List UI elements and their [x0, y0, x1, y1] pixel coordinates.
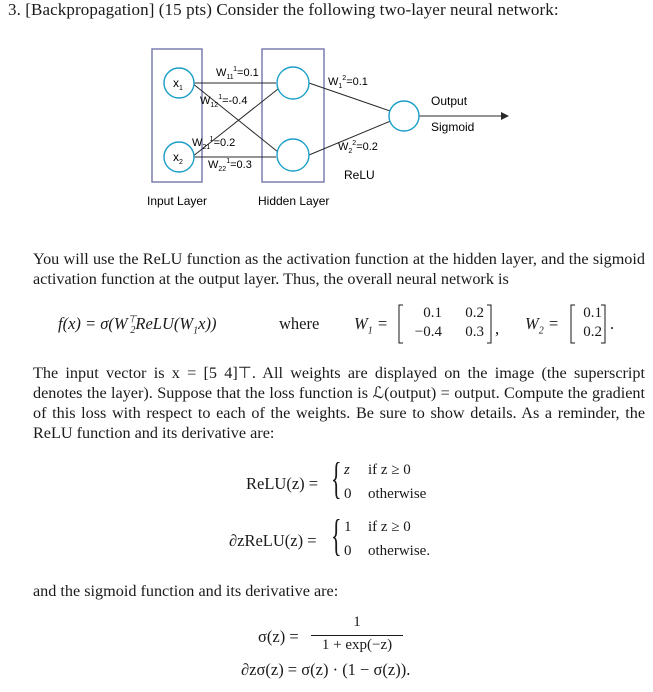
x2-label: $x_2$	[173, 150, 183, 166]
hidden-node-1	[277, 67, 309, 99]
w1-matrix	[398, 303, 492, 350]
relu-deriv-case1-cond: if z ≥ 0	[368, 519, 411, 535]
sigmoid-denominator: 1 + exp(−z)	[321, 637, 393, 653]
w22-label: $W_{22}^1=0.3$	[208, 158, 252, 173]
relu-label: ReLU	[344, 168, 375, 182]
sigmoid-numerator: 1	[353, 614, 361, 630]
w1-cell-01: 0.2	[465, 305, 484, 321]
w2-2-label: $W_2^2=0.2$	[338, 140, 378, 155]
sigmoid-lhs: σ(z) =	[258, 627, 299, 646]
relu-deriv-brace: {	[331, 511, 342, 560]
paragraph-input: The input vector is x = [5 4]⊤. All weights are displayed on the image (the superscript denotes the layer). Suppose that the loss function is ℒ(output) = output. Compute the gradient of this loss with respect to each of the weights. Be sure to show details. As a reminder, the ReLU function and its derivative are:	[33, 364, 645, 442]
sigmoid-derivative: ∂zσ(z) = σ(z) · (1 − σ(z)).	[241, 660, 411, 679]
w1-cell-11: 0.3	[465, 324, 484, 340]
relu-case1-cond: if z ≥ 0	[368, 462, 411, 478]
sigmoid-label: Sigmoid	[431, 120, 475, 134]
hidden-layer-label: Hidden Layer	[258, 194, 330, 208]
relu-case2-cond: otherwise	[368, 486, 427, 502]
network-diagram	[0, 0, 653, 220]
input-layer-label: Input Layer	[147, 194, 208, 208]
w11-label: $W_{11}^1=0.1$	[216, 66, 259, 81]
relu-deriv-lhs: ∂zReLU(z) =	[229, 531, 317, 550]
fraction-bar	[311, 635, 403, 636]
input-node-x1	[164, 68, 194, 98]
relu-deriv-case1-val: 1	[344, 519, 352, 535]
w2-symbol: $W_2$ =	[525, 314, 560, 337]
f-equation: $f(x) = \sigma(W^⊤_2ReLU(W_1x))$	[58, 314, 217, 337]
w2-cell-1: 0.2	[583, 324, 602, 340]
sigmoid-definition	[258, 614, 418, 658]
network-equation: $f(x) = \sigma(W^⊤_2ReLU(W_1x))$ where $W_1$ = 0.1 0.2 −0.4 0.3 , $W_2$ = 0.1 0.2 .	[58, 307, 648, 347]
x1-label: $x_1$	[173, 76, 183, 92]
hidden-node-2	[277, 139, 309, 171]
w21-label: $W_{21}^1=0.2$	[192, 136, 236, 151]
output-node	[389, 101, 419, 131]
relu-deriv-case2-val: 0	[344, 543, 352, 559]
relu-lhs: ReLU(z) =	[246, 474, 319, 493]
relu-case2-val: 0	[344, 486, 352, 502]
relu-deriv-case2-cond: otherwise.	[368, 543, 431, 559]
w1-cell-10: −0.4	[414, 324, 442, 340]
relu-definition	[246, 454, 506, 509]
w12-label: $W_{12}^1=-0.4$	[200, 94, 248, 109]
relu-brace: {	[331, 454, 342, 503]
relu-case1-val: z	[344, 462, 350, 478]
w1-2-label: $W_1^2=0.1$	[328, 75, 368, 90]
w2-matrix	[570, 303, 606, 350]
where-word: where	[279, 314, 320, 333]
paragraph-sigmoid: and the sigmoid function and its derivative are:	[33, 582, 339, 600]
question-title: 3. [Backpropagation] (15 pts) Consider the following two-layer neural network:	[8, 0, 559, 19]
w2-cell-0: 0.1	[583, 305, 602, 321]
paragraph-activation: You will use the ReLU function as the activation function at the hidden layer, and the sigmoid activation function at the output layer. Thus, the overall neural network is	[33, 250, 645, 288]
w1-cell-00: 0.1	[423, 305, 442, 321]
relu-derivative	[229, 511, 509, 566]
output-label: Output	[431, 94, 468, 108]
input-node-x2	[164, 142, 194, 172]
w1-symbol: $W_1$ =	[354, 314, 389, 337]
